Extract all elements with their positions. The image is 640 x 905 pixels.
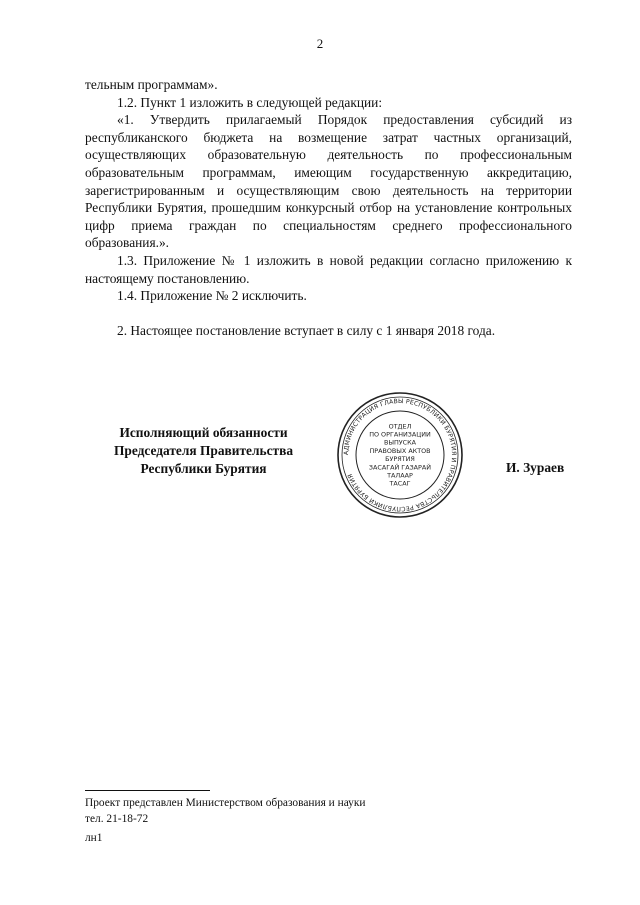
stamp-inner-line: БУРЯТИЯ [385, 455, 415, 464]
stamp-inner-line: ОТДЕЛ [388, 422, 412, 431]
stamp-inner-line: ПО ОРГАНИЗАЦИИ [369, 430, 431, 439]
page-number: 2 [316, 36, 324, 51]
paragraph-2: 2. Настоящее постановление вступает в силу с 1 января 2018 года. [117, 322, 496, 338]
signature-title-line: Республики Бурятия [140, 461, 267, 476]
document-body [85, 76, 572, 339]
footnote-divider [85, 790, 210, 791]
paragraph-1-3: 1.3. Приложение № 1 изложить в новой редакции согласно приложению к настоящему постановлению. [85, 252, 572, 286]
signature-title-line: Исполняющий обязанности [119, 425, 288, 440]
official-stamp [335, 390, 465, 520]
footnote-phone: тел. 21-18-72 [85, 813, 149, 825]
paragraph-1-2: 1.2. Пункт 1 изложить в следующей редакции: [117, 94, 383, 110]
stamp-inner-text [369, 422, 431, 487]
document-code: лн1 [85, 832, 103, 844]
footnote-ministry: Проект представлен Министерством образования и науки [85, 797, 366, 809]
stamp-ring-text: АДМИНИСТРАЦИЯ ГЛАВЫ РЕСПУБЛИКИ БУРЯТИЯ И ПРАВИТЕЛЬСТВА РЕСПУБЛИКИ БУРЯТИЯ [342, 397, 458, 513]
signature-title-line: Председателя Правительства [113, 443, 294, 458]
footnote [85, 795, 366, 827]
signatory-name: И. Зураев [506, 460, 565, 475]
stamp-inner-line: ЗАСАГАЙ ГАЗАРАЙ [368, 463, 432, 472]
signature-title [85, 424, 322, 478]
stamp-inner-line: ТАСАГ [389, 479, 411, 488]
paragraph-continuation: тельным программам». [85, 77, 218, 92]
stamp-inner-line: ТАЛААР [387, 471, 413, 480]
paragraph-1-4: 1.4. Приложение № 2 исключить. [117, 288, 307, 304]
stamp-inner-line: ВЫПУСКА [383, 438, 417, 447]
paragraph-quote: «1. Утвердить прилагаемый Порядок предоставления субсидий из республиканского бюджета на возмещение затрат частных организаций, осуществляющих образовательную деятельность по профессиональным образовательным программам, имеющим государственную аккредитацию, зарегистрированным и осуществляющим свою деятельность на территории Республики Бурятия, прошедшим конкурсный отбор на установление контрольных цифр приема граждан по специальностям среднего профессионального образования.». [85, 112, 572, 251]
stamp-inner-line: ПРАВОВЫХ АКТОВ [369, 446, 431, 455]
